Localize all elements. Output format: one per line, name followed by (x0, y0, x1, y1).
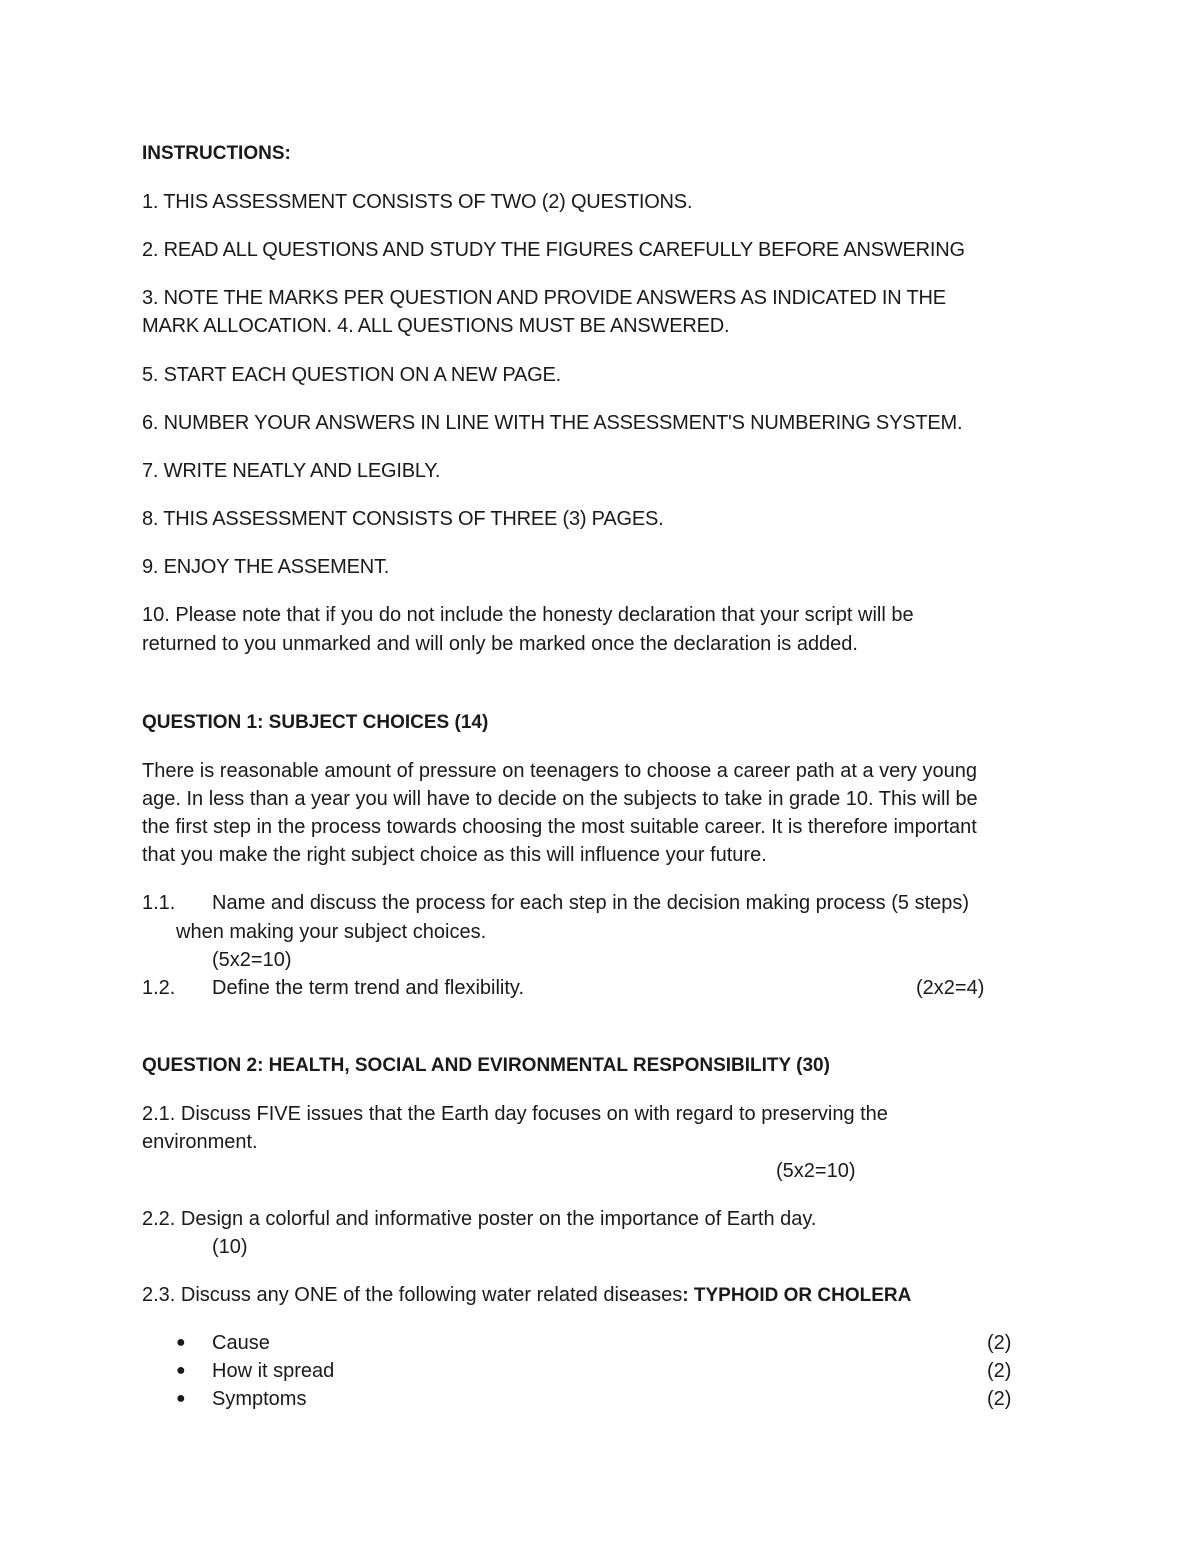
list-item: Symptoms (212, 1388, 307, 1410)
question-1-1-text: Name and discuss the process for each step in the decision making process (5 steps) (212, 892, 970, 914)
question-1-2-text: Define the term trend and flexibility. (212, 977, 525, 999)
bullet-icon: ● (176, 1362, 186, 1379)
instruction-item: 8. THIS ASSESSMENT CONSISTS OF THREE (3) PAGES. (142, 508, 664, 530)
instruction-item: 10. Please note that if you do not include the honesty declaration that your script will be (142, 604, 914, 626)
question-2-heading: QUESTION 2: HEALTH, SOCIAL AND EVIRONMENTAL RESPONSIBILITY (30) (142, 1055, 830, 1076)
question-2-3-diseases: : TYPHOID OR CHOLERA (682, 1285, 912, 1306)
question-2-3-prompt: 2.3. Discuss any ONE of the following water related diseases (142, 1284, 683, 1306)
list-item: How it spread (212, 1360, 335, 1382)
list-item: Cause (212, 1332, 270, 1354)
question-1-heading: QUESTION 1: SUBJECT CHOICES (14) (142, 712, 489, 733)
question-2-2-text: 2.2. Design a colorful and informative poster on the importance of Earth day. (142, 1208, 817, 1230)
question-1-2-marks: (2x2=4) (916, 977, 985, 999)
question-2-1-text-cont: environment. (142, 1131, 258, 1153)
instructions-heading: INSTRUCTIONS: (142, 143, 291, 164)
question-1-intro-line: There is reasonable amount of pressure on teenagers to choose a career path at a very young (142, 760, 977, 782)
bullet-icon: ● (176, 1334, 186, 1351)
question-1-intro-line: age. In less than a year you will have to decide on the subjects to take in grade 10. This will be (142, 788, 978, 810)
question-1-intro-line: the first step in the process towards choosing the most suitable career. It is therefore important (142, 816, 977, 838)
instruction-item: 5. START EACH QUESTION ON A NEW PAGE. (142, 364, 561, 386)
instruction-item: 9. ENJOY THE ASSEMENT. (142, 556, 390, 578)
instruction-item: 7. WRITE NEATLY AND LEGIBLY. (142, 460, 441, 482)
instruction-item: 3. NOTE THE MARKS PER QUESTION AND PROVIDE ANSWERS AS INDICATED IN THE (142, 287, 946, 309)
question-2-1-marks: (5x2=10) (776, 1160, 856, 1182)
question-1-2-number: 1.2. (142, 977, 176, 999)
question-1-1-marks: (5x2=10) (212, 949, 292, 971)
question-1-1-number: 1.1. (142, 892, 176, 914)
instruction-item: MARK ALLOCATION. 4. ALL QUESTIONS MUST BE ANSWERED. (142, 315, 730, 337)
instruction-item: returned to you unmarked and will only be marked once the declaration is added. (142, 633, 858, 655)
list-item-marks: (2) (987, 1360, 1012, 1382)
question-2-1-text: 2.1. Discuss FIVE issues that the Earth day focuses on with regard to preserving the (142, 1103, 888, 1125)
question-2-2-marks: (10) (212, 1236, 248, 1258)
list-item-marks: (2) (987, 1388, 1012, 1410)
instruction-item: 6. NUMBER YOUR ANSWERS IN LINE WITH THE ASSESSMENT'S NUMBERING SYSTEM. (142, 412, 963, 434)
instruction-item: 1. THIS ASSESSMENT CONSISTS OF TWO (2) QUESTIONS. (142, 191, 693, 213)
question-2-3-text (142, 1281, 911, 1310)
bullet-icon: ● (176, 1390, 186, 1407)
instruction-item: 2. READ ALL QUESTIONS AND STUDY THE FIGURES CAREFULLY BEFORE ANSWERING (142, 239, 965, 261)
list-item-marks: (2) (987, 1332, 1012, 1354)
question-1-1-text-cont: when making your subject choices. (176, 921, 487, 943)
question-1-intro-line: that you make the right subject choice as this will influence your future. (142, 844, 767, 866)
